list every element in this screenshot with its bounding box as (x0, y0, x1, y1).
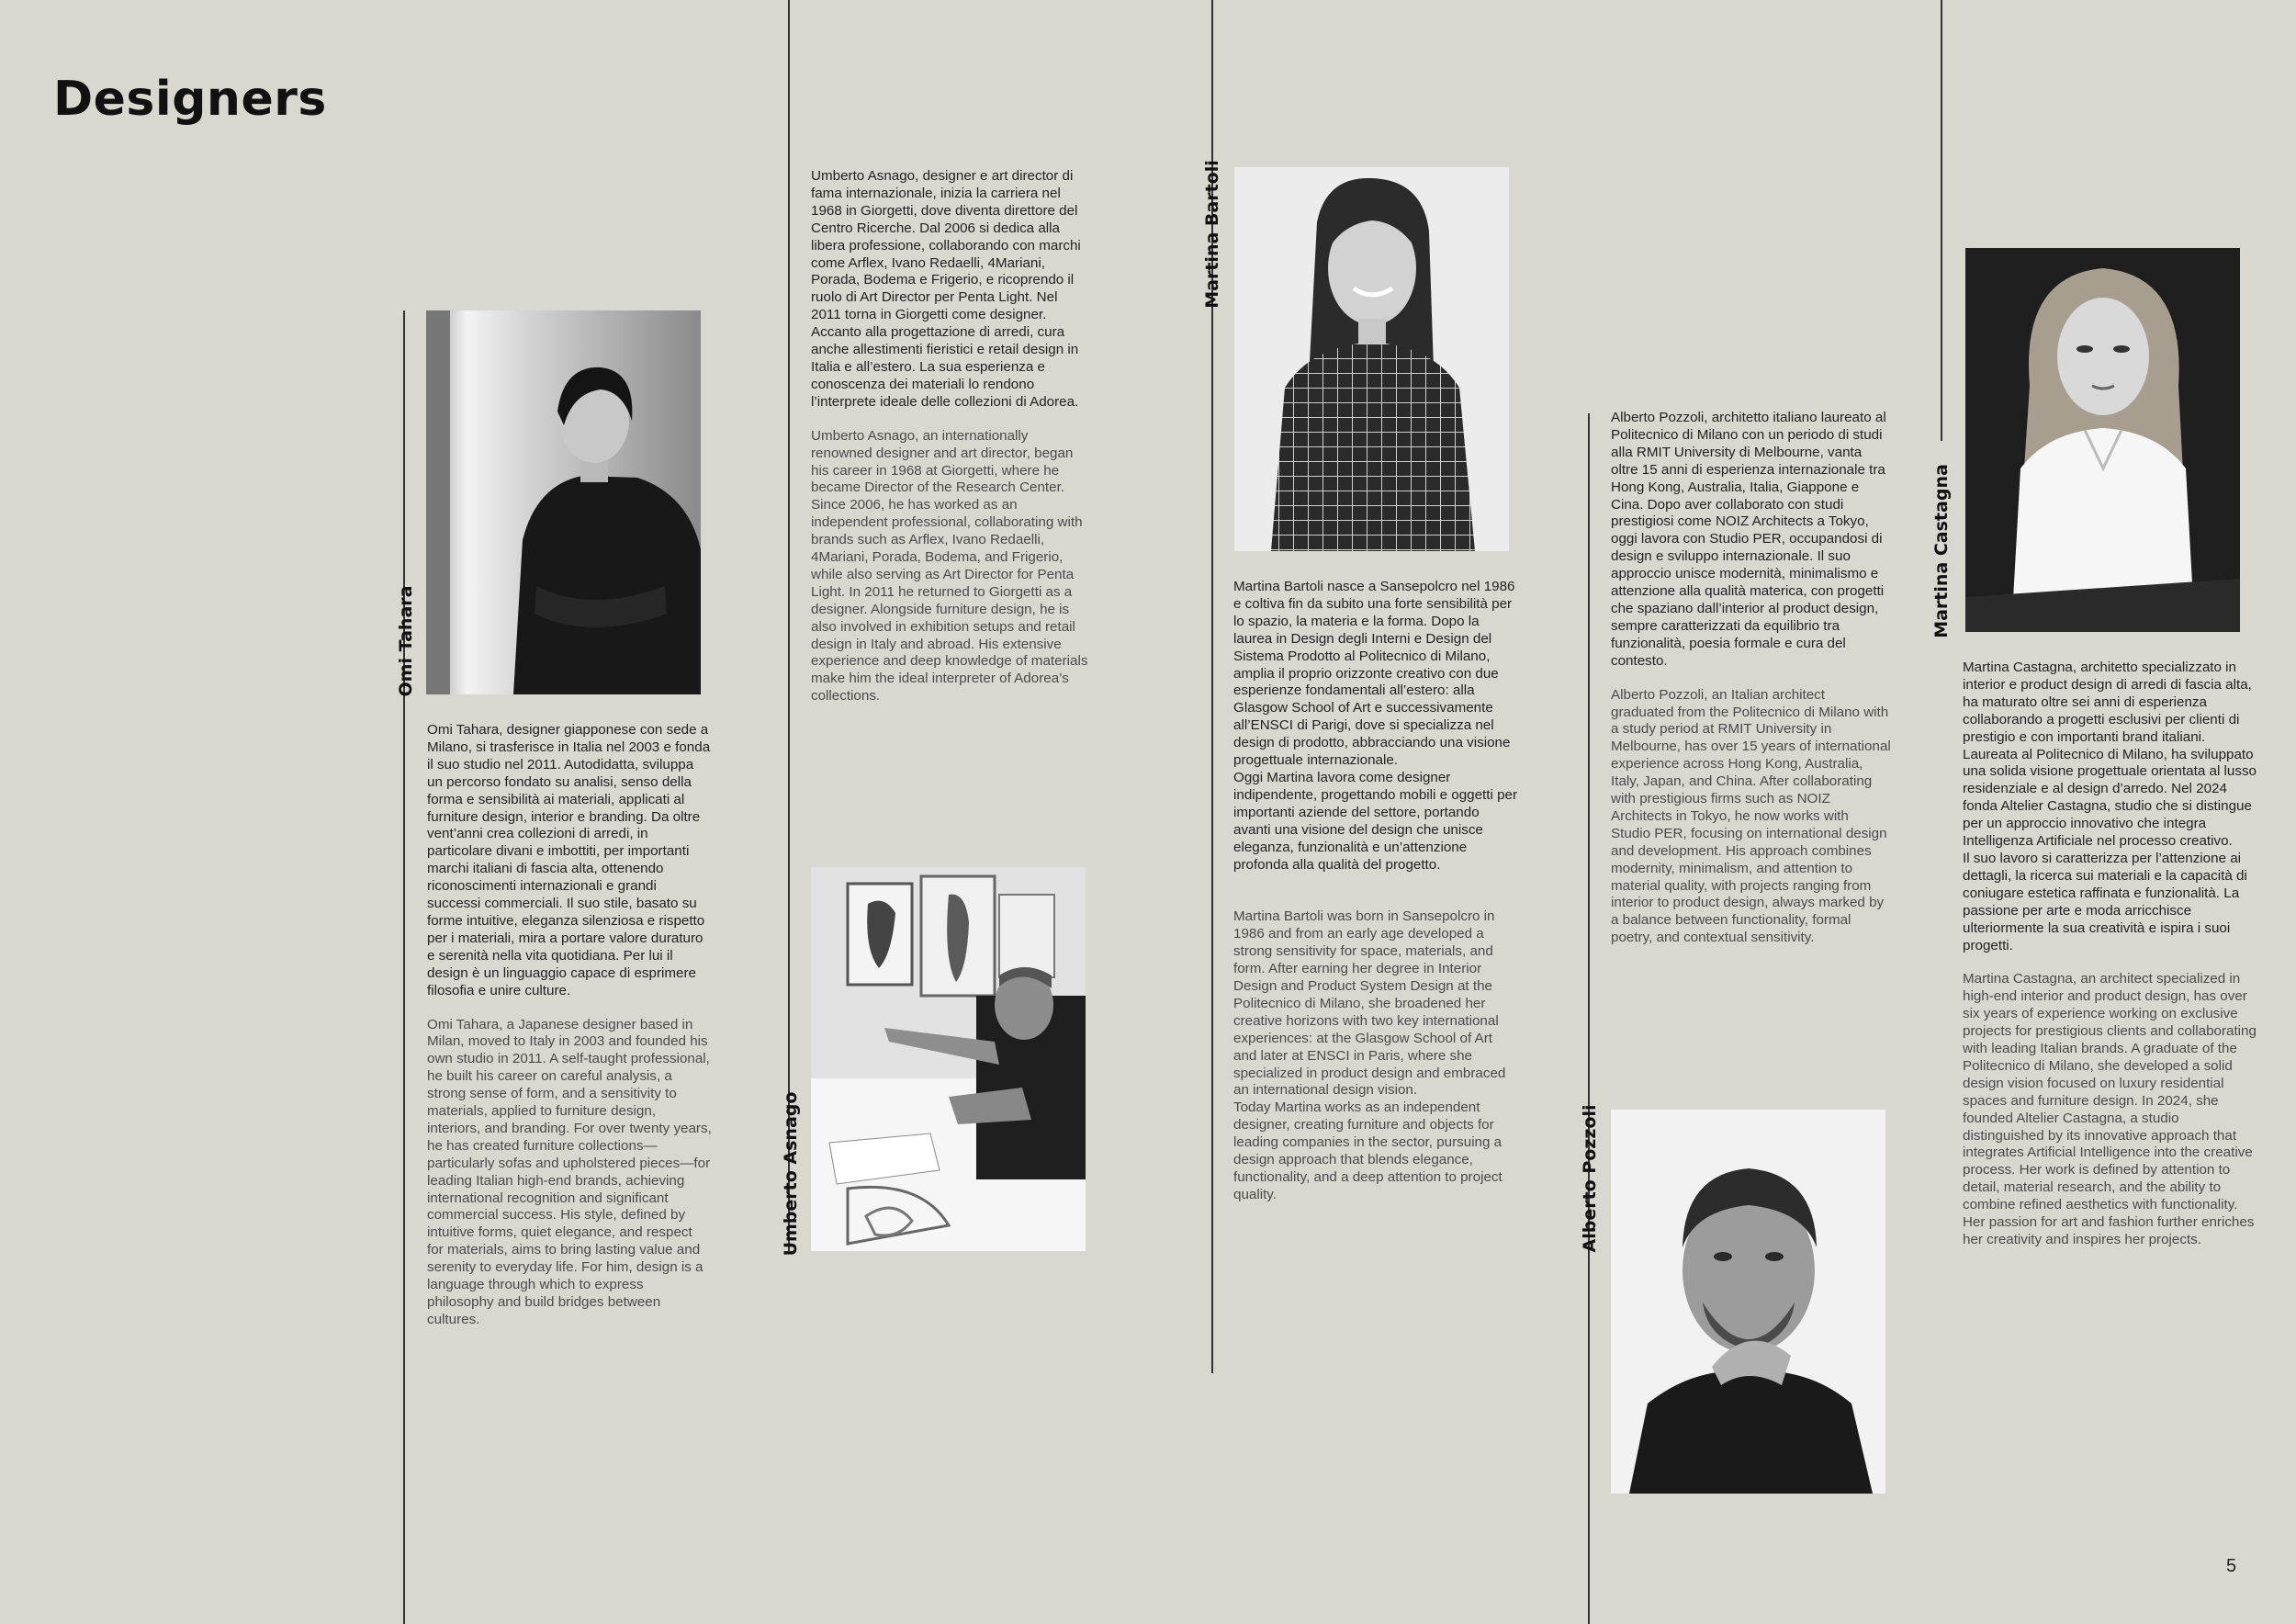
bio-italian: Martina Castagna, architetto specializzato in interior e product design di arredi di fascia alta, ha maturato oltre sei anni di esperienza collaborando a progetti esclusivi per clienti di prestigio e con importanti brand italiani. Laureata al Politecnico di Milano, ha sviluppato una solida visione progettuale orientata al lusso residenziale e al design d’arredo. Nel 2024 fonda Altelier Castagna, studio che si distingue per un approccio innovativo che integra Intelligenza Artificiale nel processo creativo. (1963, 660, 2257, 850)
portrait-photo-omi-tahara (426, 310, 701, 694)
portrait-photo-martina-bartoli (1234, 167, 1509, 551)
portrait-photo-umberto-asnago (811, 867, 1086, 1251)
bio-martina-bartoli (1233, 579, 1518, 1204)
bio-english: Umberto Asnago, an internationally renowned designer and art director, began his career in 1968 at Giorgetti, where he became Director of the Research Center. Since 2006, he has worked as an independent professional, collaborating with brands such as Arflex, Ivano Redaelli, 4Mariani, Porada, Bodema, and Frigerio, while also serving as Art Director for Penta Light. In 2011 he returned to Giorgetti as a designer. Alongside furniture design, he is also involved in exhibition setups and retail design in Italy and abroad. His extensive experience and deep knowledge of materials make him the ideal interpreter of Adorea’s collections. (811, 427, 1088, 705)
designer-name-alberto-pozzoli: Alberto Pozzoli (1580, 1104, 1600, 1253)
bio-english: Martina Bartoli was born in Sansepolcro in 1986 and from an early age developed a strong sensitivity for space, materials, and form. After earning her degree in Interior Design and Product System Design at the Politecnico di Milano, she broadened her creative horizons with two key international experiences: at the Glasgow School of Art and later at ENSCI in Paris, where she specialized in product design and embraced an international design vision. (1233, 908, 1506, 1099)
designer-name-martina-bartoli: Martina Bartoli (1202, 160, 1222, 309)
bio-martina-castagna (1963, 660, 2257, 1249)
bio-italian: Umberto Asnago, designer e art director di fama internazionale, inizia la carriera nel 1968 in Giorgetti, dove diventa direttore del Centro Ricerche. Dal 2006 si dedica alla libera professione, collaborando con marchi come Arflex, Ivano Redaelli, 4Mariani, Porada, Bodema e Frigerio, e ricoprendo il ruolo di Art Director per Penta Light. Nel 2011 torna in Giorgetti come designer. Accanto alla progettazione di arredi, cura anche allestimenti fieristici e retail design in Italia e all’estero. La sua esperienza e conoscenza dei materiali lo rendono l’interprete ideale delle collezioni di Adorea. (811, 168, 1081, 410)
bio-english: Omi Tahara, a Japanese designer based in Milan, moved to Italy in 2003 and founded his own studio in 2011. A self-taught professional, he built his career on careful analysis, a strong sense of form, and a sensitivity to materials, applied to furniture design, interiors, and branding. For over twenty years, he has created furniture collections—particularly sofas and upholstered pieces—for leading Italian high-end brands, achieving international recognition and significant commercial success. His style, defined by intuitive forms, quiet elegance, and respect for materials, aims to bring lasting value and serenity to everyday life. For him, design is a language through which to express philosophy and build bridges between cultures. (427, 1016, 712, 1327)
page-number: 5 (2226, 1556, 2237, 1576)
divider-line-umberto-asnago (788, 0, 790, 1251)
portrait-photo-alberto-pozzoli (1611, 1110, 1885, 1494)
designer-name-omi-tahara: Omi Tahara (396, 585, 416, 697)
bio-english-2: Today Martina works as an independent designer, creating furniture and objects for leading companies in the sector, pursuing a design approach that blends elegance, functionality, and a deep attention to project quality. (1233, 1100, 1503, 1202)
designer-name-umberto-asnago: Umberto Asnago (781, 1091, 801, 1257)
bio-umberto-asnago (811, 168, 1091, 705)
bio-italian: Alberto Pozzoli, architetto italiano laureato al Politecnico di Milano con un periodo di studi alla RMIT University di Melbourne, vanta oltre 15 anni di esperienza internazionale tra Hong Kong, Australia, Italia, Giappone e Cina. Dopo aver collaborato con studi prestigiosi come NOIZ Architects a Tokyo, oggi lavora con Studio PER, occupandosi di design e sviluppo internazionale. Il suo approccio unisce modernità, minimalismo e attenzione alla qualità materica, con progetti che spaziano dall’interior al product design, sempre caratterizzati da equilibrio tra funzionalità, poesia formale e cura del contesto. (1611, 410, 1886, 669)
bio-alberto-pozzoli (1611, 410, 1891, 947)
divider-line-omi-tahara (403, 310, 405, 1624)
bio-italian: Omi Tahara, designer giapponese con sede a Milano, si trasferisce in Italia nel 2003 e fonda il suo studio nel 2011. Autodidatta, sviluppa un percorso fondato su analisi, senso della forma e sensibilità ai materiali, applicati al furniture design, interior e branding. Da oltre vent’anni crea collezioni di arredi, in particolare divani e imbottiti, per importanti marchi italiani di fascia alta, ottenendo riconoscimenti internazionali e grandi successi commerciali. Il suo stile, basato su forme intuitive, eleganza silenziosa e rispetto per i materiali, mira a portare valore duraturo e serenità nella vita quotidiana. Per lui il design è un linguaggio capace di esprimere filosofia e unire culture. (427, 722, 711, 998)
bio-english: Alberto Pozzoli, an Italian architect graduated from the Politecnico di Milano with a study period at RMIT University in Melbourne, has over 15 years of international experience across Hong Kong, Australia, Italy, Japan, and China. After collaborating with prestigious firms such as NOIZ Architects in Tokyo, he now works with Studio PER, focusing on international design and development. His approach combines modernity, minimalism, and attention to material quality, with projects ranging from interior to product design, always marked by a balance between functionality, formal poetry, and contextual sensitivity. (1611, 686, 1891, 946)
bio-italian: Martina Bartoli nasce a Sansepolcro nel 1986 e coltiva fin da subito una forte sensibilità per lo spazio, la materia e la forma. Dopo la laurea in Design degli Interni e Design del Sistema Prodotto al Politecnico di Milano, amplia il proprio orizzonte creativo con due esperienze fondamentali all’estero: alla Glasgow School of Art e successivamente all’ENSCI di Parigi, dove si specializza nel design di prodotto, abbracciando una visione progettuale internazionale. (1233, 579, 1515, 769)
divider-line-alberto-pozzoli (1588, 413, 1590, 1624)
bio-english: Martina Castagna, an architect specialized in high-end interior and product design, has over six years of experience working on exclusive projects for prestigious clients and collaborating with leading Italian brands. A graduate of the Politecnico di Milano, she developed a solid design vision focused on luxury residential spaces and furniture design. In 2024, she founded Altelier Castagna, a studio distinguished by its innovative approach that integrates Artificial Intelligence into the creative process. Her work is defined by attention to detail, material research, and the ability to combine refined aesthetics with functionality. Her passion for art and fashion further enriches her creativity and inspires her projects. (1963, 971, 2257, 1247)
page-title: Designers (53, 72, 327, 127)
divider-line-martina-castagna (1941, 0, 1942, 441)
designer-name-martina-castagna: Martina Castagna (1931, 464, 1952, 638)
bio-italian-2: Il suo lavoro si caratterizza per l’attenzione ai dettagli, la ricerca sui materiali e la capacità di coniugare estetica raffinata e funzionalità. La passione per arte e moda arricchisce ulteriormente la sua creatività e ispira i suoi progetti. (1963, 850, 2247, 953)
bio-omi-tahara (427, 722, 712, 1329)
portrait-photo-martina-castagna (1965, 248, 2240, 632)
bio-italian-2: Oggi Martina lavora come designer indipendente, progettando mobili e oggetti per importanti aziende del settore, portando avanti una visione del design che unisce eleganza, funzionalità e un’attenzione profonda alla qualità del progetto. (1233, 769, 1518, 873)
